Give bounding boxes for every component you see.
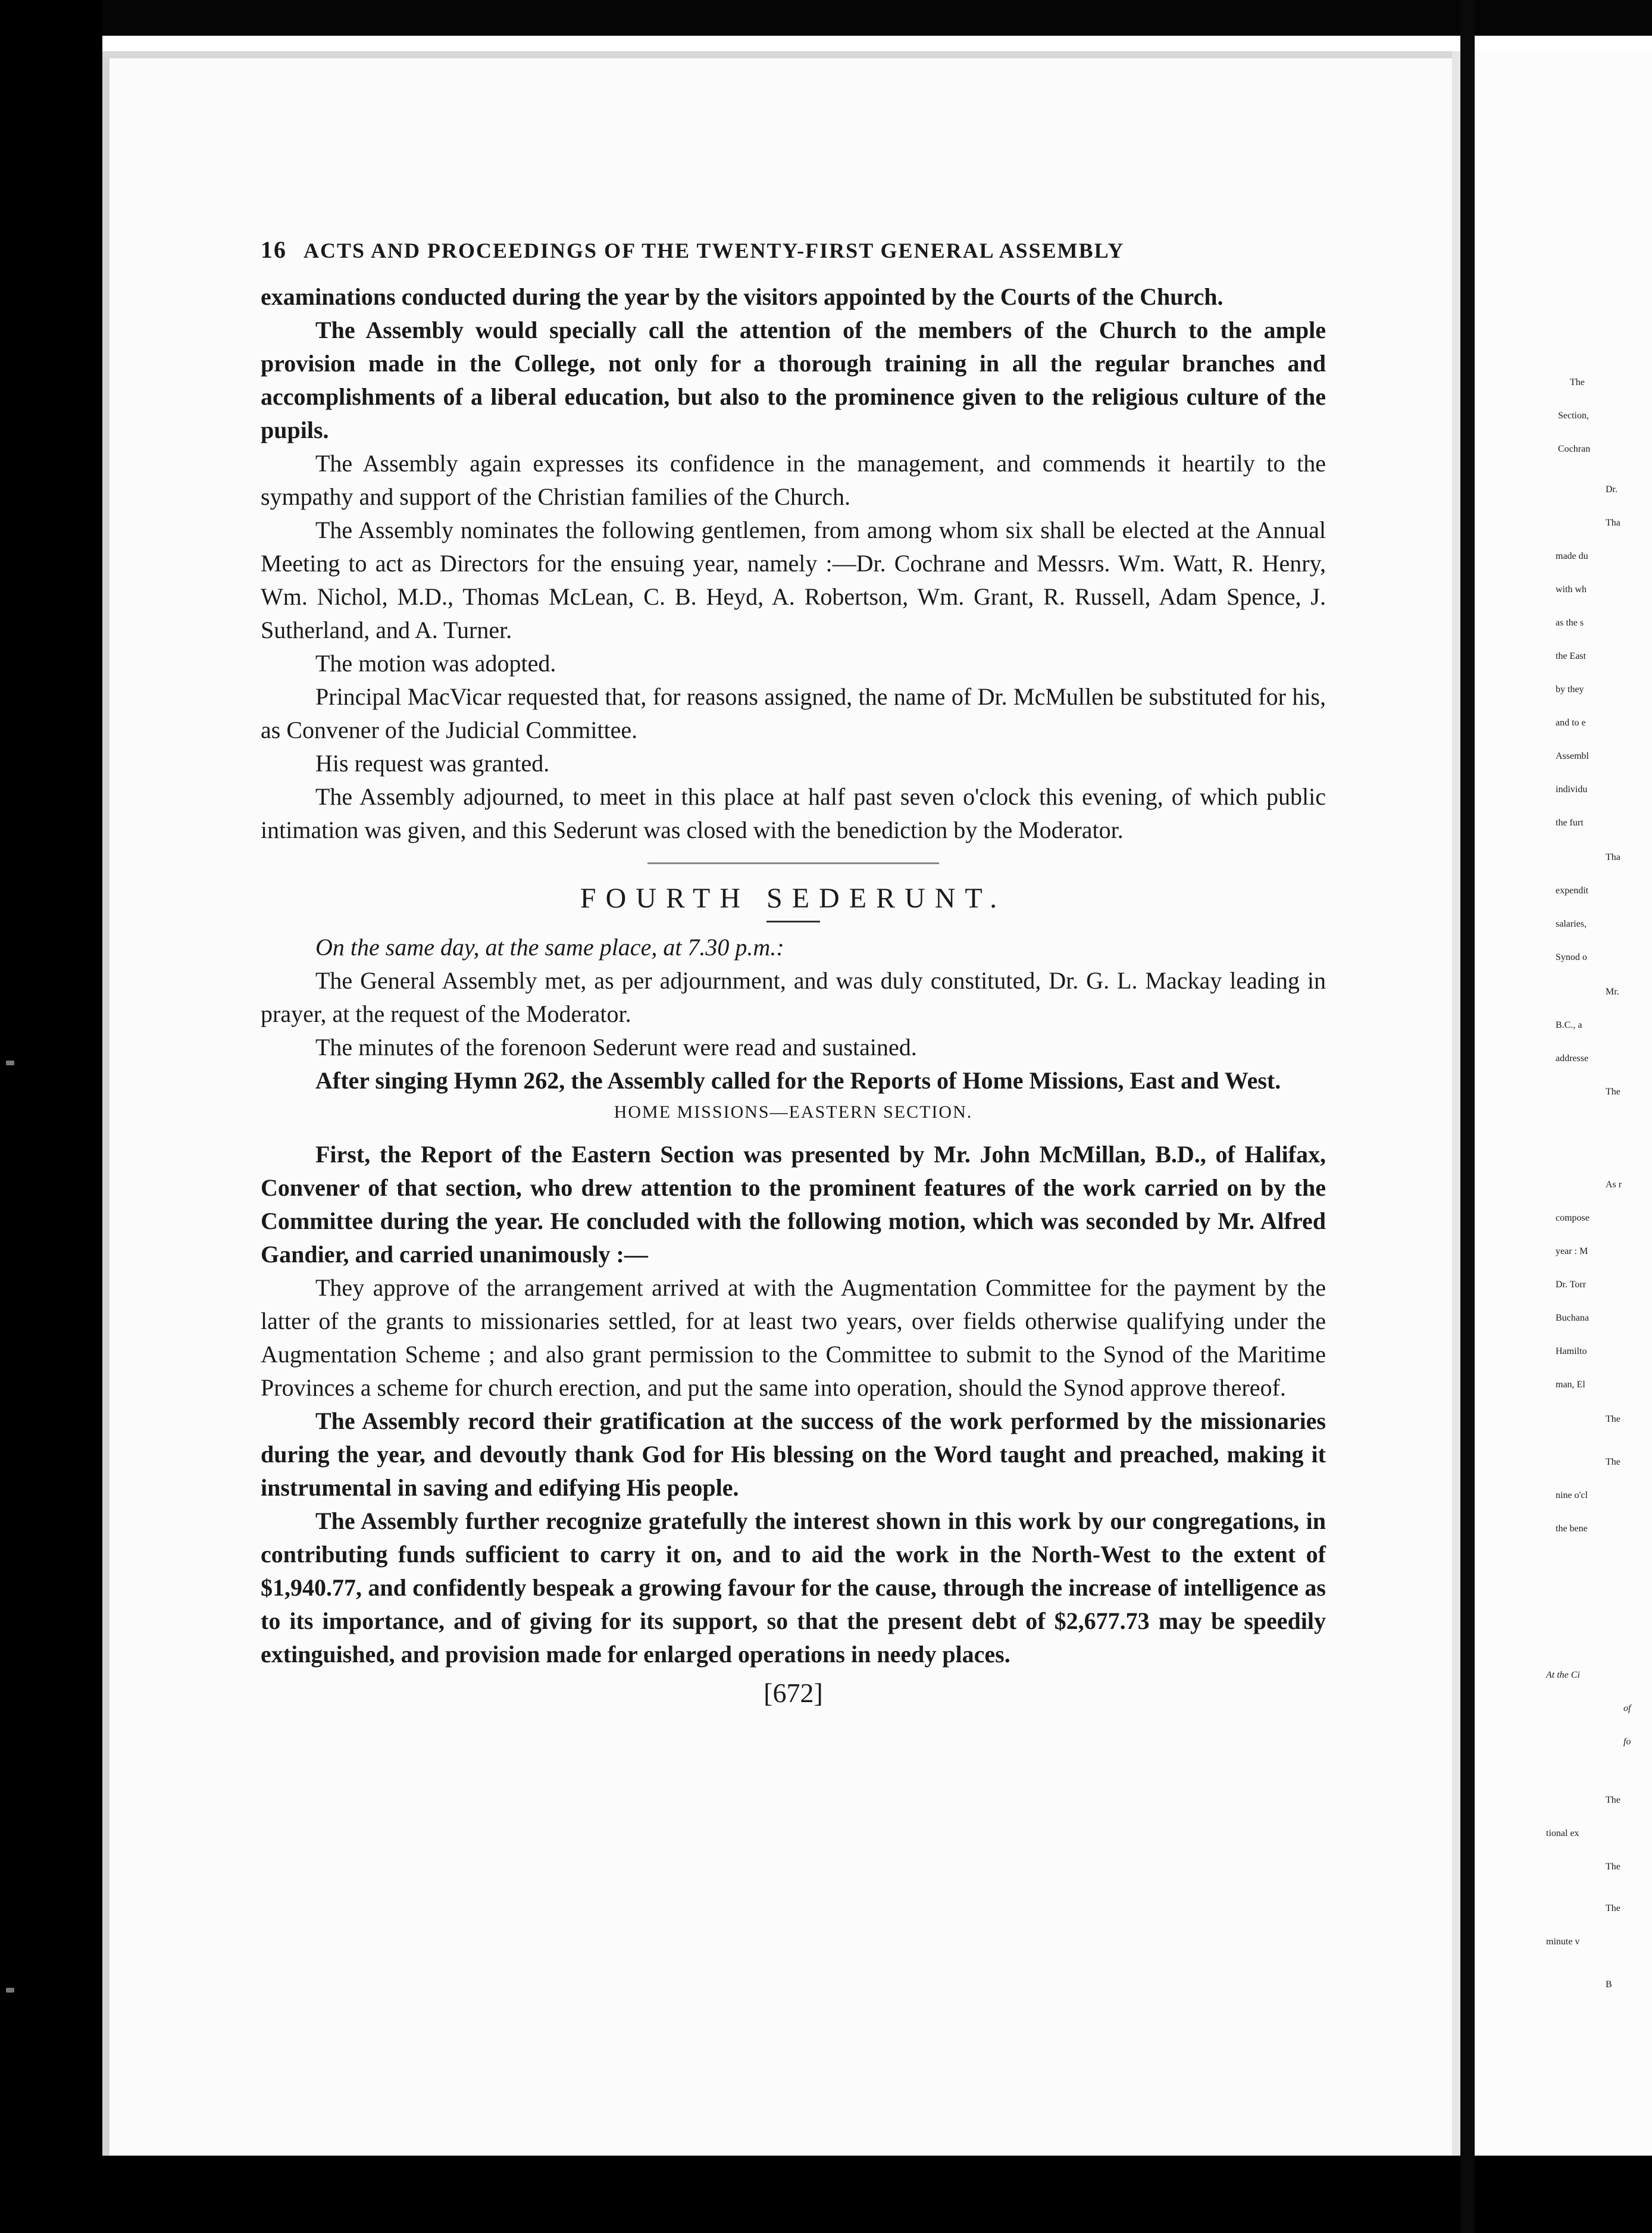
text-fragment: Section, (1558, 411, 1589, 421)
text-fragment: Buchana (1556, 1313, 1589, 1323)
scan-border-bottom (0, 2156, 1652, 2233)
text-fragment: The (1606, 1457, 1620, 1467)
paragraph: The Assembly would specially call the attention of the members of the Church to the ample provision made in the College, not only for a thorough training in all the regular branches and accomplishments of a liberal education, but also to the prominence given to the religious culture of the pupils. (261, 317, 1326, 443)
text-fragment: Dr. Torr (1556, 1280, 1587, 1290)
scan-border-top (0, 0, 1652, 36)
right-page-fragment (1475, 51, 1652, 2156)
text-fragment: The (1570, 377, 1585, 387)
text-fragment: Dr. (1606, 484, 1617, 495)
page-number: 16 (261, 236, 287, 263)
text-fragment: The (1606, 1795, 1620, 1805)
paragraph: First, the Report of the Eastern Section was presented by Mr. John McMillan, B.D., of Halifax, Convener of that section, who drew attention to the prominent features of the work carried on by the Committee during the year. He concluded with the following motion, which was seconded by Mr. Alfred Gandier, and carried unanimously :— (261, 1141, 1326, 1268)
text-fragment: made du (1556, 551, 1588, 561)
text-fragment: the East (1556, 651, 1587, 661)
text-fragment: year : M (1556, 1246, 1588, 1256)
paragraph: The Assembly nominates the following gentlemen, from among whom six shall be elected at the Annual Meeting to act as Directors for the ensuing year, namely :—Dr. Cochrane and Messrs. Wm. Watt, R. Henry, Wm. Nichol, M.D., Thomas McLean, C. B. Heyd, A. Robertson, Wm. Grant, R. Russell, Adam Spence, J. Sutherland, and A. Turner. (261, 517, 1326, 643)
paragraph: The Assembly adjourned, to meet in this place at half past seven o'clock this evening, of which public intimation was given, and this Sederunt was closed with the benediction by the Moderator. (261, 783, 1326, 843)
text-fragment: compose (1556, 1213, 1590, 1223)
text-fragment: Tha (1606, 518, 1620, 528)
text-fragment: expendit (1556, 886, 1589, 896)
text-fragment: minute v (1546, 1937, 1580, 1947)
scan-speck (6, 1988, 14, 1993)
text-fragment: by they (1556, 684, 1584, 695)
session-line: On the same day, at the same place, at 7.30 p.m.: (315, 934, 784, 961)
text-fragment: salaries, (1556, 919, 1587, 929)
book-spine (1460, 0, 1475, 2233)
title-underline (766, 921, 820, 922)
paragraph: The motion was adopted. (315, 650, 556, 677)
text-fragment: Mr. (1606, 987, 1619, 997)
text-fragment: and to e (1556, 718, 1586, 728)
text-fragment: with wh (1556, 584, 1587, 595)
scan-border-left (0, 0, 102, 2233)
paragraph: The Assembly again expresses its confidence in the management, and commends it heartily to the sympathy and support of the Christian families of the Church. (261, 450, 1326, 510)
text-fragment: Synod o (1556, 952, 1587, 962)
text-fragment: The (1606, 1087, 1620, 1097)
text-fragment: Cochran (1558, 444, 1591, 454)
text-fragment: The (1606, 1903, 1620, 1913)
text-fragment: As r (1606, 1180, 1622, 1190)
text-fragment: The (1606, 1862, 1620, 1872)
section-title: FOURTH SEDERUNT. (580, 883, 1007, 914)
running-header (261, 236, 1326, 264)
text-fragment: tional ex (1546, 1828, 1579, 1838)
text-fragment: Assembl (1556, 751, 1589, 761)
paragraph: His request was granted. (315, 750, 550, 777)
text-fragment: the bene (1556, 1524, 1588, 1534)
text-fragment: B (1606, 1979, 1612, 1990)
text-fragment: fo (1623, 1737, 1631, 1747)
text-fragment: individu (1556, 784, 1588, 795)
text-fragment: The (1606, 1414, 1620, 1424)
text-fragment: addresse (1556, 1053, 1589, 1064)
scan-speck (6, 1061, 14, 1065)
paragraph: examinations conducted during the year by the visitors appointed by the Courts of the Church. (261, 283, 1224, 310)
text-fragment: as the s (1556, 618, 1584, 628)
text-fragment: Tha (1606, 852, 1620, 862)
main-text-column (261, 236, 1326, 1709)
text-fragment: of (1623, 1703, 1631, 1713)
paragraph: The minutes of the forenoon Sederunt were read and sustained. (315, 1034, 917, 1061)
paragraph: The Assembly further recognize gratefully the interest shown in this work by our congregations, in contributing funds sufficient to carry it on, and to aid the work in the North-West to the extent of $1,940.77, and confidently bespeak a growing favour for the cause, through the increase of intelligence as to its importance, and of giving for its support, so that the present debt of $2,677.73 may be speedily extinguished, and provision made for enlarged operations in needy places. (261, 1508, 1326, 1668)
subheading: HOME MISSIONS—EASTERN SECTION. (614, 1102, 973, 1122)
text-fragment: nine o'cl (1556, 1490, 1588, 1500)
paragraph: The Assembly record their gratification at the success of the work performed by the missionaries during the year, and devoutly thank God for His blessing on the Word taught and preached, making it instrumental in saving and edifying His people. (261, 1408, 1326, 1501)
text-fragment: At the Ci (1546, 1670, 1580, 1680)
text-fragment: the furt (1556, 818, 1584, 828)
running-title: ACTS AND PROCEEDINGS OF THE TWENTY-FIRST GENERAL ASSEMBLY (304, 239, 1125, 262)
footer-page-number: [672] (764, 1678, 823, 1708)
text-fragment: Hamilto (1556, 1346, 1587, 1356)
paragraph: Principal MacVicar requested that, for reasons assigned, the name of Dr. McMullen be substituted for his, as Convener of the Judicial Committee. (261, 683, 1326, 743)
paragraph: After singing Hymn 262, the Assembly called for the Reports of Home Missions, East and West. (315, 1067, 1281, 1094)
paragraph: They approve of the arrangement arrived at with the Augmentation Committee for the payment by the latter of the grants to missionaries settled, for at least two years, over fields otherwise qualifying under the Augmentation Scheme ; and also grant permission to the Committee to submit to the Synod of the Maritime Provinces a scheme for church erection, and put the same into operation, should the Synod approve thereof. (261, 1274, 1326, 1401)
text-fragment: B.C., a (1556, 1020, 1582, 1030)
text-fragment: man, El (1556, 1380, 1585, 1390)
section-divider (647, 862, 939, 864)
page-gutter (1452, 51, 1460, 2156)
paragraph: The General Assembly met, as per adjournment, and was duly constituted, Dr. G. L. Mackay leading in prayer, at the request of the Moderator. (261, 967, 1326, 1027)
